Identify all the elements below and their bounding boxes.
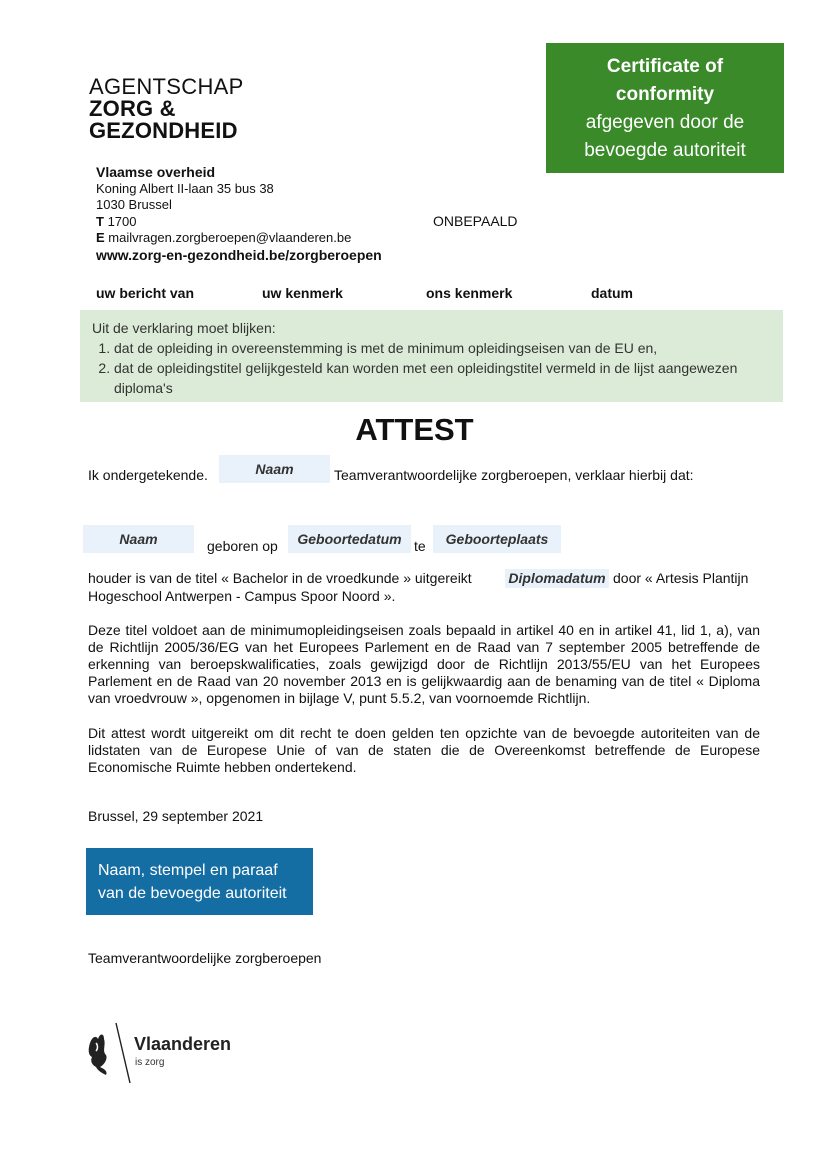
signature-box[interactable] — [86, 848, 313, 915]
born-on-text: geboren op — [207, 538, 278, 554]
certificate-badge — [546, 43, 784, 173]
flemish-lion-icon — [86, 1021, 132, 1090]
logo-line-2: ZORG & — [89, 96, 176, 121]
footer-brand: Vlaanderen — [134, 1034, 232, 1054]
phone-number: 1700 — [107, 213, 137, 229]
signer-name-field[interactable]: Naam — [219, 455, 330, 483]
signer-prefix: Ik ondergetekende. — [88, 467, 208, 483]
note-item-2: 2. dat de opleidingstitel gelijkgesteld kan worden met een opleidingstitel vermeld in de lijst aangewezen diploma's — [114, 358, 771, 398]
address-email-row — [96, 230, 382, 247]
website-link[interactable]: www.zorg-en-gezondheid.be/zorgberoepen — [96, 246, 382, 263]
place-and-date: Brussel, 29 september 2021 — [88, 808, 264, 824]
title-holder-line-1b: door « Artesis Plantijn — [613, 570, 749, 586]
ref-uw-kenmerk: uw kenmerk — [262, 285, 343, 301]
birthdate-field[interactable]: Geboortedatum — [288, 525, 411, 553]
title-holder-line-1a: houder is van de titel « Bachelor in de vroedkunde » uitgereikt — [88, 570, 472, 586]
certificate-sub-line-2: bevoegde autoriteit — [584, 140, 746, 161]
certificate-sub-line-1: afgegeven door de — [585, 112, 745, 133]
phone-label: T — [96, 213, 104, 229]
address-org: Vlaamse overheid — [96, 164, 216, 180]
address-street: Koning Albert II-laan 35 bus 38 — [96, 180, 274, 196]
in-word: te — [414, 538, 426, 554]
ref-ons-kenmerk: ons kenmerk — [426, 285, 513, 301]
title-holder-line-2: Hogeschool Antwerpen - Campus Spoor Noord ». — [88, 588, 396, 604]
ref-uw-bericht-van: uw bericht van — [96, 285, 195, 301]
document-title: ATTEST — [355, 412, 474, 447]
signer-role: Teamverantwoordelijke zorgberoepen — [88, 950, 322, 966]
email-label: E — [96, 230, 105, 245]
note-item-1: 1. dat de opleiding in overeenstemming is met de minimum opleidingseisen van de EU en, — [114, 338, 771, 358]
declaration-note — [80, 310, 783, 402]
note-list — [92, 338, 771, 398]
signer-suffix: Teamverantwoordelijke zorgberoepen, verklaar hierbij dat: — [334, 467, 694, 483]
signature-box-line-2: van de bevoegde autoriteit — [98, 885, 287, 902]
conformity-paragraph: Deze titel voldoet aan de minimumopleidingseisen zoals bepaald in artikel 40 en in artikel 41, lid 1, a), van de Richtlijn 2005/36/EG van het Europees Parlement en de Raad van 7 september 2005 betreffende de erkenning van beroepskwalificaties, zoals gewijzigd door de Richtlijn 2013/55/EU van het Europees Parlement en de Raad van 20 november 2013 en is gelijkwaardig aan de benaming van de titel « Diploma van vroedvrouw », opgenomen in bijlage V, punt 5.5.2, van voornoemde Richtlijn. — [88, 622, 760, 706]
address-city: 1030 Brussel — [96, 197, 172, 212]
birthplace-field[interactable]: Geboorteplaats — [433, 525, 561, 553]
email-address[interactable]: mailvragen.zorgberoepen@vlaanderen.be — [108, 230, 352, 245]
holder-name-field[interactable]: Naam — [83, 525, 194, 553]
address-phone-row — [96, 214, 382, 231]
note-intro: Uit de verklaring moet blijken: — [92, 320, 276, 336]
logo-line-3: GEZONDHEID — [89, 118, 238, 143]
agency-logo — [89, 76, 244, 142]
ref-datum: datum — [591, 285, 633, 301]
signature-box-line-1: Naam, stempel en paraaf — [98, 862, 278, 879]
footer-tagline: is zorg — [135, 1057, 165, 1068]
certificate-title-line-1: Certificate of — [606, 56, 724, 77]
purpose-paragraph: Dit attest wordt uitgereikt om dit recht te doen gelden ten opzichte van de bevoegde autoriteiten van de lidstaten van de Europese Unie of van de staten die de Overeenkomst betreffende de Europese Economische Ruimte hebben ondertekend. — [88, 725, 760, 775]
address-block — [96, 164, 382, 263]
diploma-date-field[interactable]: Diplomadatum — [505, 569, 609, 588]
certificate-title-line-2: conformity — [615, 84, 715, 105]
onbepaald-text: ONBEPAALD — [433, 213, 518, 229]
logo-line-1: AGENTSCHAP — [89, 74, 244, 99]
